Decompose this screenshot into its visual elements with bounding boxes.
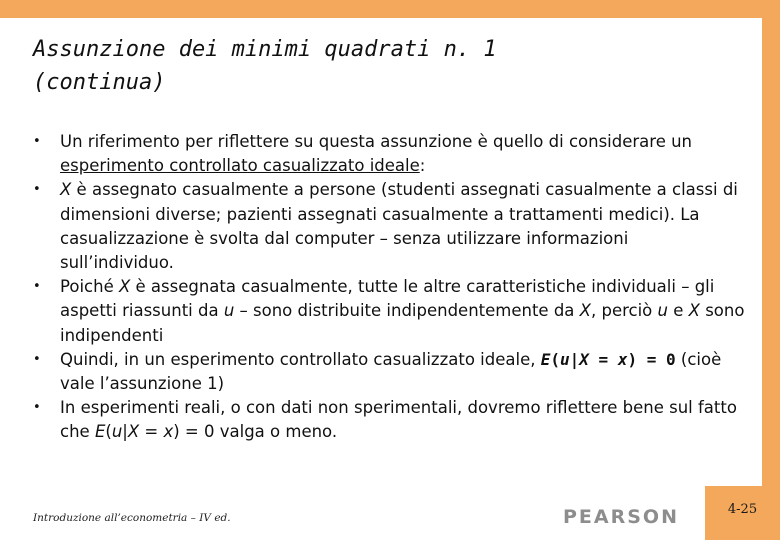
formula-x-upper: X	[579, 349, 589, 369]
bullet-3-text-e: e	[668, 301, 689, 321]
bullet-4-formula	[541, 350, 676, 369]
bullet-4-suffix: (cioè vale l’assunzione 1)	[60, 349, 722, 394]
bullet-2-x: X	[60, 180, 72, 200]
bullet-3-u2: u	[657, 301, 668, 321]
bullet-3-text-a: Poiché	[60, 277, 119, 297]
bullet-5-bar: |	[122, 422, 128, 442]
bullet-item-4	[33, 348, 745, 396]
bullet-5-paren: (	[105, 422, 112, 442]
bullet-5-suffix: ) = 0 valga o meno.	[173, 422, 338, 442]
bullet-5-x-lower: x	[163, 422, 174, 442]
top-frame-bar	[0, 0, 780, 18]
bullet-3-text-b: è assegnata casualmente, tutte le altre caratteristiche individuali – gli aspetti riassunti da	[60, 277, 715, 321]
bullet-3-u1: u	[223, 301, 235, 321]
title-line-1: Assunzione dei minimi quadrati n. 1	[33, 37, 497, 62]
bullet-5-equals: =	[139, 422, 164, 442]
formula-zero: ) = 0	[627, 349, 676, 369]
bullet-1-text: Un riferimento per riflettere su questa assunzione è quello di considerare un	[60, 132, 693, 151]
slide-title	[33, 33, 673, 99]
page-number: 4-25	[727, 502, 758, 517]
bullet-3-text-d: , perciò	[590, 301, 658, 321]
bullet-list	[33, 130, 745, 445]
bullet-item-3	[33, 275, 745, 348]
bullet-3-x2: X	[579, 301, 591, 321]
bullet-1-underlined: esperimento controllato casualizzato ideale	[60, 156, 420, 176]
right-frame-bar	[762, 0, 780, 540]
title-line-2: (continua)	[33, 70, 166, 95]
bullet-5-e: E	[94, 422, 106, 442]
formula-e: E	[540, 349, 551, 369]
footer-book-title: Introduzione all’econometria – IV ed.	[33, 512, 231, 524]
bullet-4-text: Quindi, in un esperimento controllato casualizzato ideale,	[60, 349, 541, 369]
bullet-5-text: In esperimenti reali, o con dati non sperimentali, dovremo riflettere bene sul fatto che	[60, 398, 737, 442]
bullet-item-1	[33, 130, 745, 178]
page-number-box	[705, 486, 780, 540]
bullet-5-x-upper: X	[127, 422, 140, 442]
bullet-3-x3: X	[688, 301, 700, 321]
bullet-2-text: è assegnato casualmente a persone (studenti assegnati casualmente a classi di dimensioni diverse; pazienti assegnati casualmente a trattamenti medici). La casualizzazione è svolta dal computer – senza utilizzare informazioni sull’individuo.	[60, 180, 738, 273]
bullet-item-5	[33, 396, 745, 444]
bullet-3-text-c: – sono distribuite indipendentemente da	[234, 301, 580, 321]
formula-open-paren: (	[550, 349, 560, 369]
bullet-item-2	[33, 178, 745, 275]
bullet-5-u: u	[111, 422, 123, 442]
bullet-3-x1: X	[118, 277, 131, 297]
bullet-3-text-f: sono indipendenti	[60, 301, 745, 345]
bullet-1-colon: :	[419, 156, 426, 176]
formula-u: u	[560, 349, 570, 369]
formula-x-lower: x	[617, 349, 628, 369]
formula-equals: =	[588, 349, 618, 369]
pearson-logo: PEARSON	[563, 506, 679, 528]
formula-bar: |	[569, 349, 580, 369]
